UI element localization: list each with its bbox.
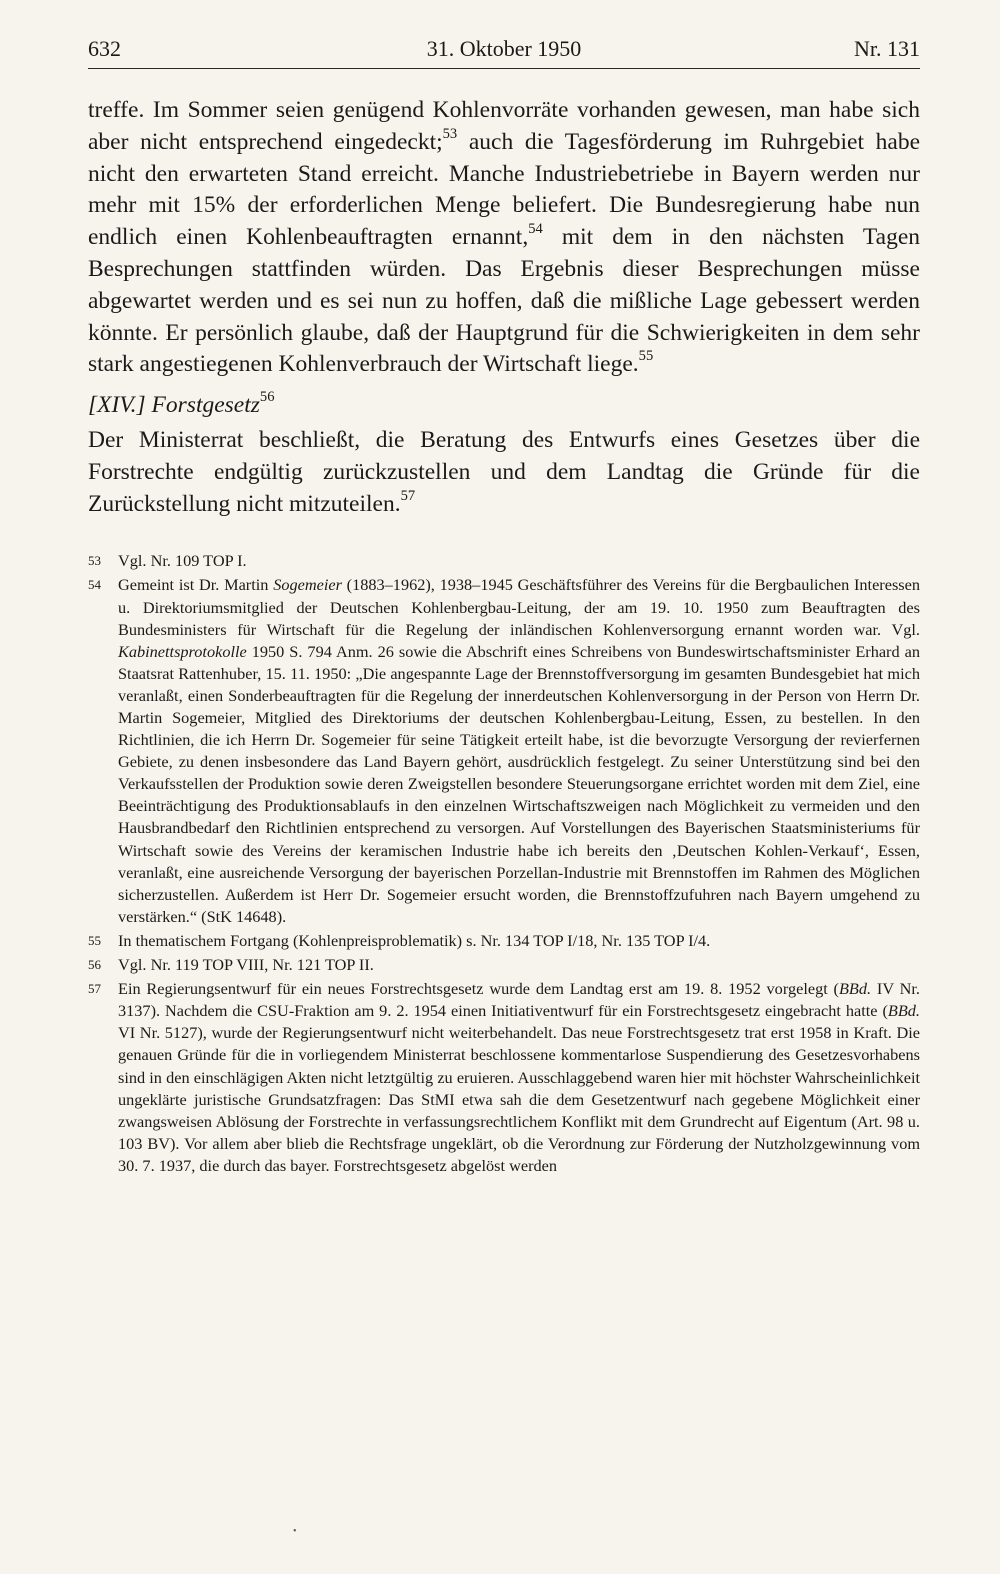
footnote-54 [88, 574, 920, 928]
paragraph-text: treffe. Im Sommer seien genügend Kohlenvorräte vorhanden gewesen, man habe sich aber nicht entsprechend eingedeckt; [88, 97, 920, 155]
section-number: [XIV.] [88, 392, 146, 419]
issue-number: Nr. 131 [854, 36, 920, 61]
section-title: Forstgesetz [151, 392, 260, 419]
section-heading [88, 390, 920, 422]
footnote-ref[interactable]: 57 [400, 487, 416, 504]
footnote-53 [88, 550, 920, 572]
footnote-text: (1883–1962), 1938–1945 Geschäftsführer des Vereins für die Bergbaulichen Interessen u. Direktoriumsmitglied der Deutschen Kohlenbergbau-Leitung, der am 19. 10. 1950 zum Beauftragten des Bundesministers für Wirtschaft für die Regelung der inländischen Kohlenversorgung ernannt worden war. Vgl. [118, 575, 920, 639]
footnote-text: VI Nr. 5127), wurde der Regierungsentwurf nicht weiterbehandelt. Das neue Forstrechtsgesetz trat erst 1958 in Kraft. Die genauen Gründe für die in vorliegendem Ministerrat beschlossene kommentarlose Suspendierung des Gesetzesvorhabens sind in den einschlägigen Akten nicht letztgültig zu eruieren. Ausschlaggebend waren hier mit höchster Wahrscheinlichkeit ungeklärte juristische Grundsatzfragen: Das StMI etwa sah die dem Gesetzentwurf nach gegebene Möglichkeit einer zwangsweisen Ablösung der Forstrechte in verfassungsrechtlichem Konflikt mit dem Grundrecht auf Eigentum (Art. 98 u. 103 BV). Vor allem aber blieb die Rechtsfrage ungeklärt, ob die Verordnung zur Förderung der Nutzholzgewinnung vom 30. 7. 1937, die durch das bayer. Forstrechtsgesetz abgelöst werden [118, 1023, 920, 1175]
footnote-text: Ein Regierungsentwurf für ein neues Forstrechtsgesetz wurde dem Landtag erst am 19. 8. 1952 vorgelegt ( [118, 979, 839, 999]
page-number: 632 [88, 36, 121, 61]
footnote-56 [88, 954, 920, 976]
footnote-text: Vgl. Nr. 109 TOP I. [118, 551, 247, 571]
footnote-text: Gemeint ist Dr. Martin [118, 575, 274, 595]
paragraph-text: mit dem in den nächsten Tagen Besprechungen stattfinden würden. Das Ergebnis dieser Besprechungen müsse abgewartet werden und es sei nun zu hoffen, daß die mißliche Lage gebessert werden könnte. Er persönlich glaube, daß der Hauptgrund für die Schwierigkeiten in dem sehr stark angestiegenen Kohlenverbrauch der Wirtschaft liege. [88, 224, 921, 378]
footnote-55 [88, 930, 920, 952]
footnote-number: 57 [88, 981, 101, 997]
footnote-text: Vgl. Nr. 119 TOP VIII, Nr. 121 TOP II. [118, 955, 374, 975]
footnote-ref[interactable]: 54 [528, 221, 543, 238]
footnote-number: 56 [88, 957, 101, 973]
footnote-57 [88, 978, 920, 1177]
source-abbreviation: BBd. [887, 1001, 920, 1021]
footnote-text: 1950 S. 794 Anm. 26 sowie die Abschrift eines Schreibens von Bundeswirtschaftsminister Erhard an Staatsrat Rattenhuber, 15. 11. 1950: „Die angespannte Lage der Brennstoffversorgung im gesamten Bundesgebiet hat mich veranlaßt, einen Sonderbeauftragten für die Regelung der innerdeutschen Kohlenversorgung in der Person von Herrn Dr. Martin Sogemeier, Mitglied des Direktoriums der deutschen Kohlenbergbau-Leitung, Essen, zu bestellen. In den Richtlinien, die ich Herrn Dr. Sogemeier für seine Tätigkeit erteilt habe, ist die bevorzugte Versorgung der revierfernen Gebiete, zu denen insbesondere das Land Bayern gehört, ausdrücklich festgelegt. Zu seiner Unterstützung sind bei den Verkaufsstellen der Produktion sowie deren Zweigstellen besondere Steuerungsorgane errichtet worden mit dem Ziel, eine Beeinträchtigung des Produktionsablaufs in den einzelnen Wirtschaftszweigen nach Möglichkeit zu vermeiden und den Hausbrandbedarf den Richtlinien entsprechend zu versorgen. Auf Vorstellungen des Bayerischen Staatsministeriums für Wirtschaft sowie des Vereins der keramischen Industrie habe ich bereits den ‚Deutschen Kohlen-Verkauf‘, Essen, veranlaßt, eine ausreichende Versorgung der bayerischen Porzellan-Industrie mit Brennstoffen im Rahmen des Möglichen sicherzustellen. Außerdem ist Herr Dr. Sogemeier ersucht worden, die Brennstoffzufuhren nach Bayern umgehend zu verstärken.“ (StK 14648). [118, 641, 920, 926]
source-abbreviation: BBd. [838, 979, 872, 999]
person-name: Sogemeier [273, 575, 342, 595]
main-paragraph [88, 95, 920, 381]
footnote-ref[interactable]: 56 [259, 389, 275, 406]
footnote-text: In thematischem Fortgang (Kohlenpreisproblematik) s. Nr. 134 TOP I/18, Nr. 135 TOP I/4. [118, 930, 711, 950]
paragraph-text: auch die Tagesförderung im Ruhrgebiet habe nicht den erwarteten Stand erreicht. Manche Industriebetriebe in Bayern werden nur mehr mit 15% der erforderlichen Menge beliefert. Die Bundesregierung habe nun endlich einen Kohlenbeauftragten ernannt, [88, 128, 920, 251]
footnote-number: 55 [88, 932, 101, 948]
footnotes [88, 550, 920, 1177]
footnote-number: 53 [88, 553, 101, 569]
footnote-text: IV Nr. 3137). Nachdem die CSU-Fraktion am 9. 2. 1954 einen Initiativentwurf für ein Forstrechtsgesetz eingebracht hatte ( [118, 979, 920, 1021]
paragraph-text: Der Ministerrat beschließt, die Beratung des Entwurfs eines Gesetzes über die Forstrechte endgültig zurückzustellen und dem Landtag die Gründe für die Zurückstellung nicht mitzuteilen. [88, 426, 920, 517]
footnote-ref[interactable]: 55 [638, 348, 654, 365]
scan-speck: • [293, 1526, 297, 1537]
footnote-number: 54 [88, 577, 101, 593]
source-title: Kabinettsprotokolle [118, 641, 247, 661]
page-header [88, 30, 920, 69]
footnote-ref[interactable]: 53 [442, 125, 458, 142]
header-date: 31. Oktober 1950 [426, 36, 582, 61]
resolution-paragraph [88, 425, 920, 520]
document-page [88, 30, 920, 1179]
